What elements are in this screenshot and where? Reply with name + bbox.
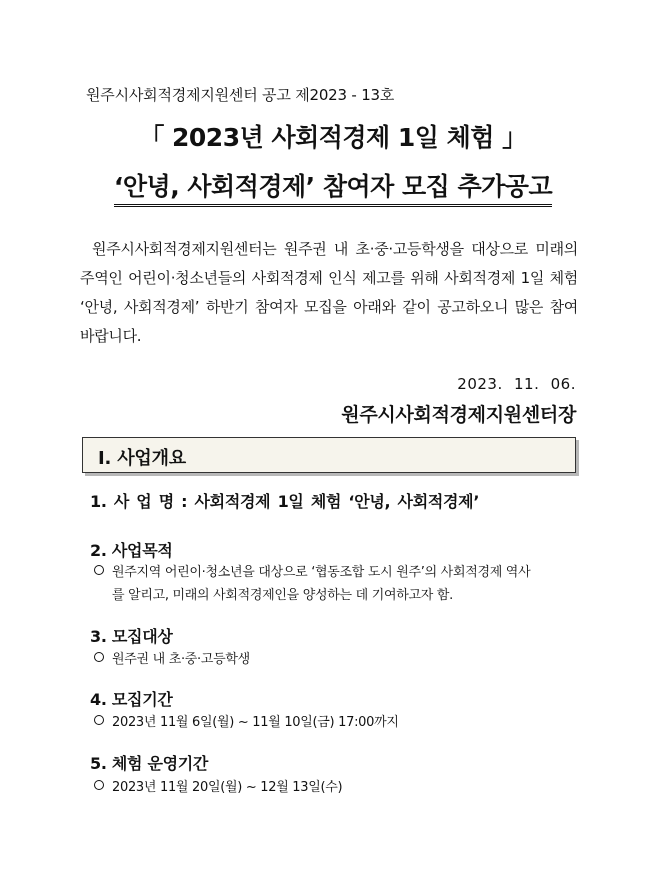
circle-bullet-icon	[94, 715, 104, 725]
recruit-period-text: 2023년 11월 6일(월) ~ 11월 10일(금) 17:00까지	[112, 715, 399, 730]
target-bullet	[94, 648, 250, 667]
item-purpose-heading: 2. 사업목적	[90, 541, 173, 560]
item-operation-period-heading: 5. 체험 운영기간	[90, 754, 209, 773]
section-title: Ⅰ. 사업개요	[98, 448, 186, 469]
page-subtitle	[0, 167, 666, 203]
page-subtitle-text: ‘안녕, 사회적경제’ 참여자 모집 추가공고	[114, 172, 552, 207]
circle-bullet-icon	[94, 780, 104, 790]
purpose-bullet	[94, 561, 530, 580]
target-text: 원주권 내 초·중·고등학생	[112, 652, 250, 667]
intro-paragraph	[80, 235, 578, 351]
intro-text: 원주시사회적경제지원센터는 원주권 내 초·중·고등학생을 대상으로 미래의 주역인 어린이·청소년들의 사회적경제 인식 제고를 위해 사회적경제 1일 체험 ‘안녕, 사회적경제’ 하반기 참여자 모집을 아래와 같이 공고하오니 많은 참여 바랍니다.	[80, 240, 578, 345]
notice-number: 원주시사회적경제지원센터 공고 제2023 - 13호	[86, 86, 395, 104]
issuer-name: 원주시사회적경제지원센터장	[341, 404, 576, 426]
operation-period-text: 2023년 11월 20일(월) ~ 12월 13일(수)	[112, 780, 343, 795]
circle-bullet-icon	[94, 565, 104, 575]
item-recruit-period-heading: 4. 모집기간	[90, 690, 173, 709]
purpose-text-line2: 를 알리고, 미래의 사회적경제인을 양성하는 데 기여하고자 함.	[112, 588, 453, 603]
recruit-period-bullet	[94, 711, 399, 730]
page-title: 「 2023년 사회적경제 1일 체험 」	[139, 123, 527, 152]
purpose-text-line1: 원주지역 어린이·청소년을 대상으로 ‘협동조합 도시 원주’의 사회적경제 역사	[112, 565, 531, 580]
operation-period-bullet	[94, 776, 342, 795]
item-target-heading: 3. 모집대상	[90, 627, 173, 646]
item-business-name: 1. 사 업 명 : 사회적경제 1일 체험 ‘안녕, 사회적경제’	[90, 492, 480, 511]
circle-bullet-icon	[94, 652, 104, 662]
issue-date: 2023. 11. 06.	[457, 375, 576, 393]
